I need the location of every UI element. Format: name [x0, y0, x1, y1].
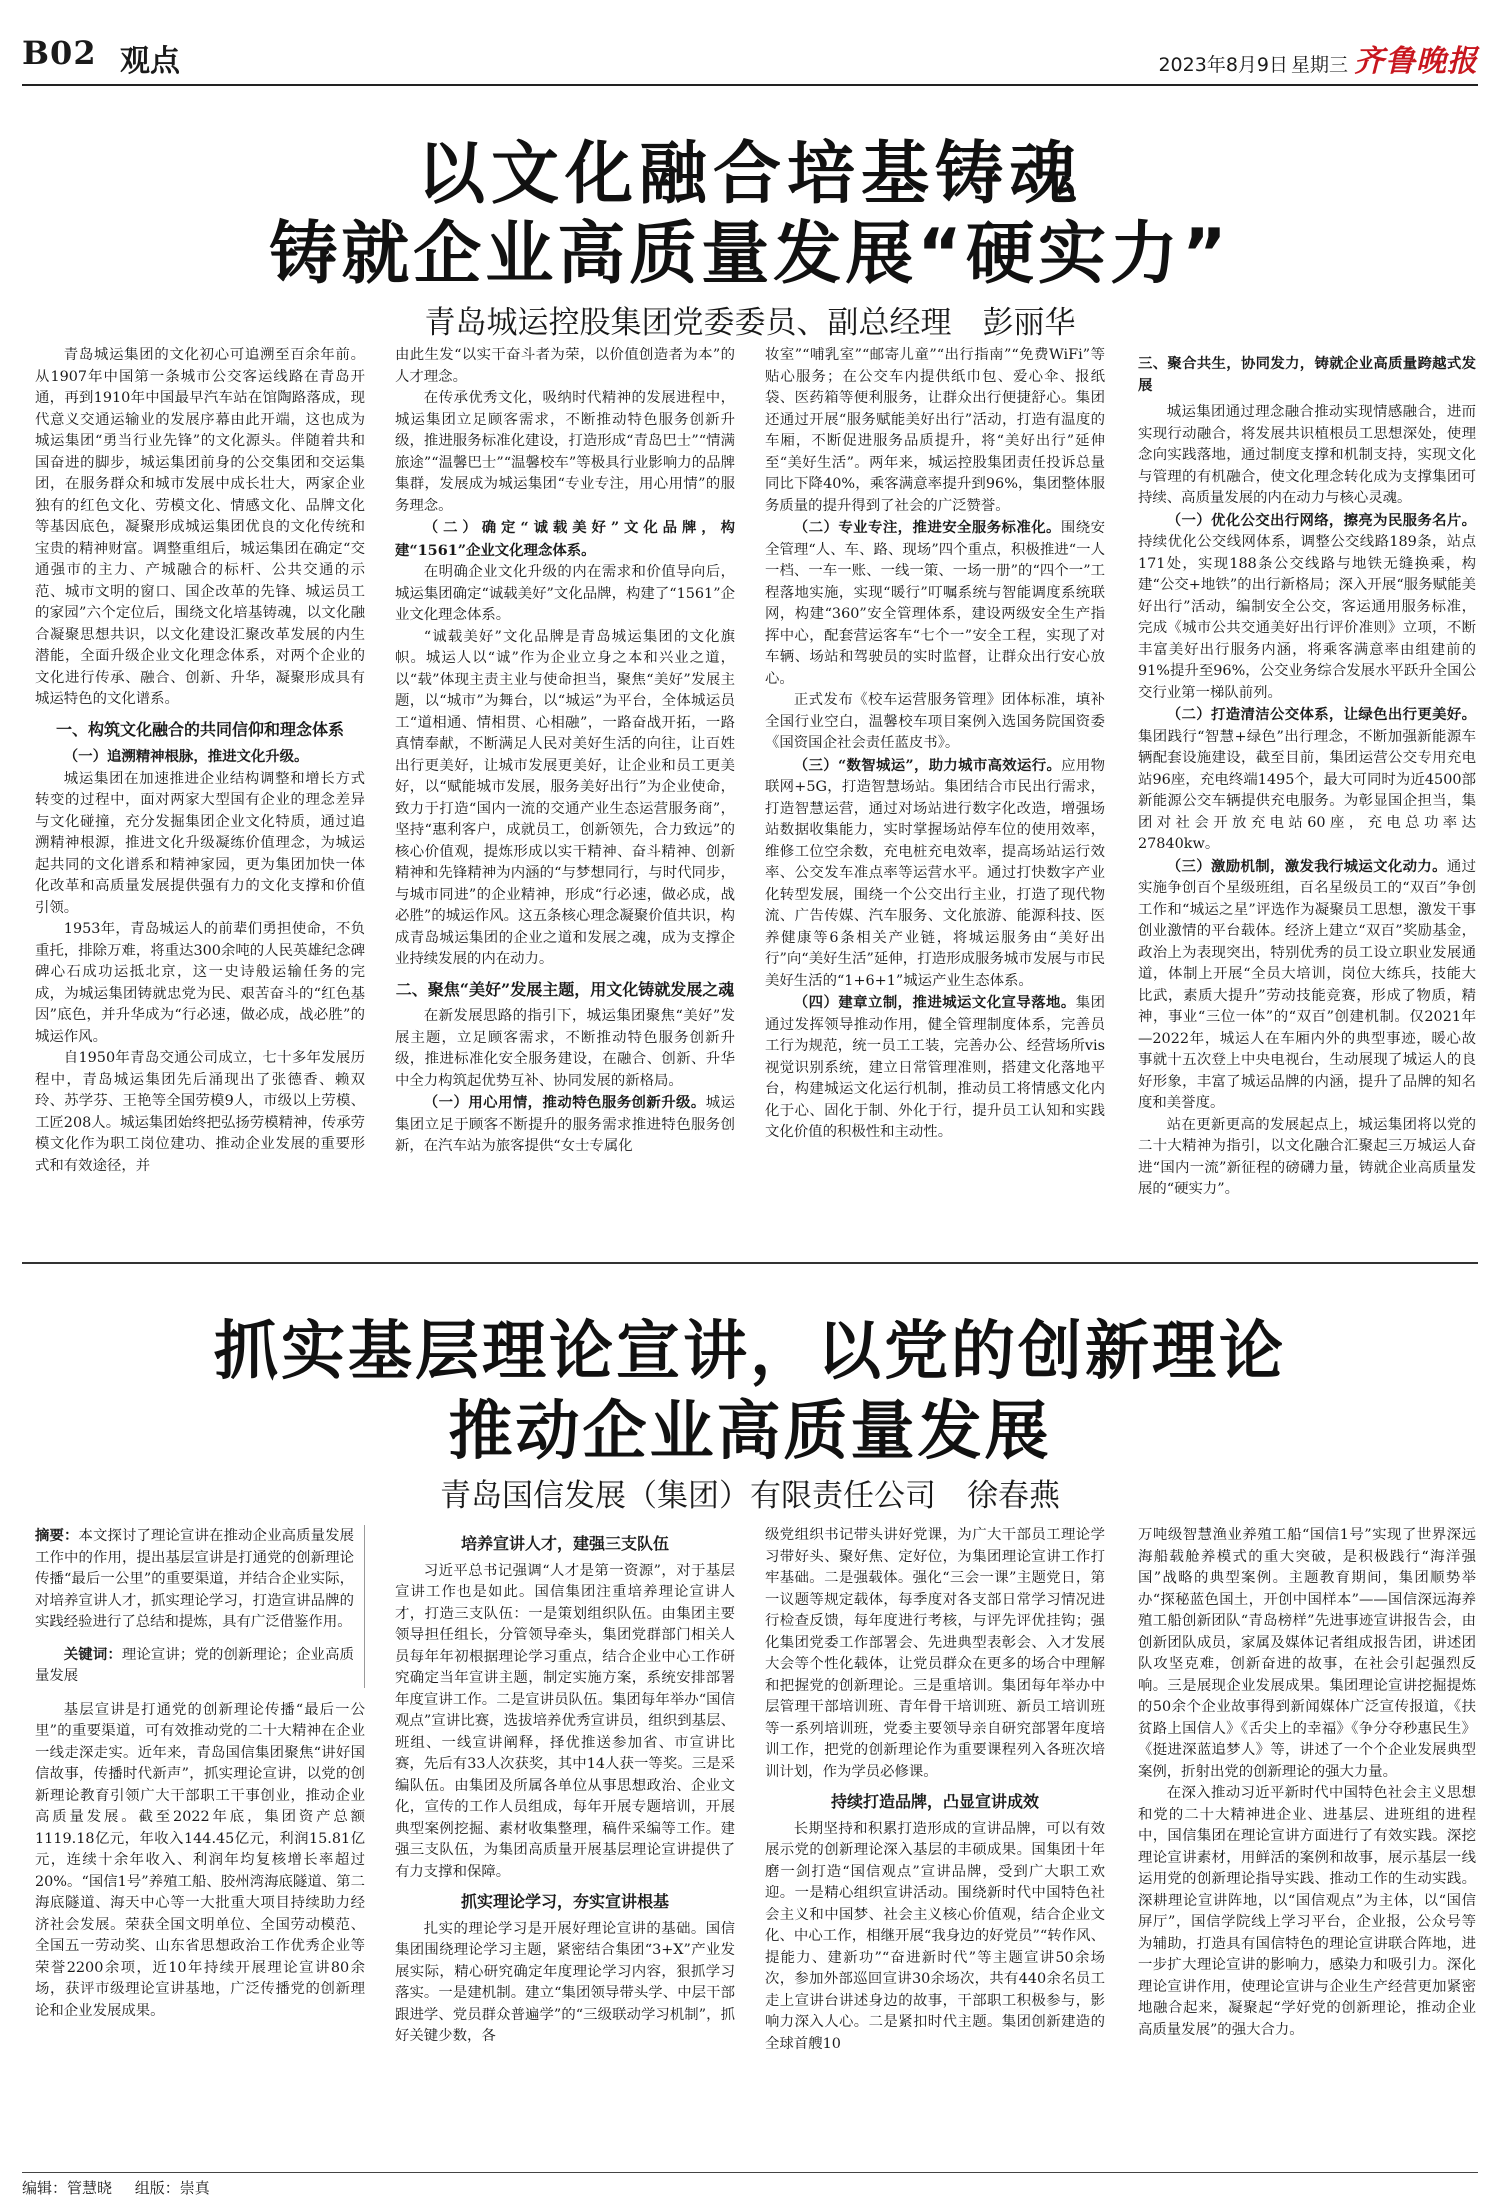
paragraph: 站在更新更高的发展起点上，城运集团将以党的二十大精神为指引，以文化融合汇聚起三万城运人奋进“国内一流”新征程的磅礴力量，铸就企业高质量发展的“硬实力”。 — [1138, 1116, 1476, 1197]
subheading: （二）打造清洁公交体系，让绿色出行更美好。 — [1166, 706, 1476, 723]
paragraph: 习近平总书记强调“人才是第一资源”，对于基层宣讲工作也是如此。国信集团注重培养理论宣讲人才，打造三支队伍：一是策划组织队伍。由集团主要领导担任组长，分管领导牵头，集团党群部门相关人员每年年初根据理论学习重点，结合企业中心工作研究确定当年宣讲主题，制定实施方案，系统安排部署年度宣讲工作。二是宣讲员队伍。集团每年举办“国信观点”宣讲比赛，选拔培养优秀宣讲员，组织到基层、班组、一线宣讲阐释，择优推送参加省、市宣讲比赛，先后有33人次获奖，其中14人获一等奖。三是采编队伍。由集团及所属各单位从事思想政治、企业文化，宣传的工作人员组成，每年开展专题培训，开展典型案例挖掘、素材收集整理，稿件采编等工作。建强三支队伍，为集团高质量开展基层理论宣讲提供了有力支撑和保障。 — [395, 1562, 735, 1880]
paragraph: 城运集团立足于顾客不断提升的服务需求推进特色服务创新，在汽车站为旅客提供“女士专属化 — [395, 1095, 735, 1154]
article2-column-2 — [395, 1525, 735, 2175]
paragraph: 妆室”“哺乳室”“邮寄儿童”“出行指南”“免费WiFi”等贴心服务；在公交车内提供纸巾包、爱心伞、报纸袋、医药箱等便利服务，让群众出行便捷舒心。集团还通过开展“服务赋能美好出行”活动，打造有温度的车厢，不断促进服务品质提升，将“美好出行”延伸至“美好生活”。两年来，城运控股集团责任投诉总量同比下降40%，乘客满意率提升到96%，集团整体服务质量的提升得到了社会的广泛赞誉。 — [765, 347, 1105, 514]
paragraph: 在深入推动习近平新时代中国特色社会主义思想和党的二十大精神进企业、进基层、进班组的进程中，国信集团在理论宣讲方面进行了有效实践。深挖理论宣讲素材，用鲜活的案例和故事，展示基层一线运用党的创新理论指导实践、推动工作的生动实践。深耕理论宣讲阵地，以“国信观点”为主体，以“国信屏厅”，国信学院线上学习平台，企业报，公众号等为辅助，打造具有国信特色的理论宣讲联合阵地，进一步扩大理论宣讲的影响力，感染力和吸引力。深化理论宣讲作用，使理论宣讲与企业生产经营更加紧密地融合起来，凝聚起“学好党的创新理论，推动企业高质量发展”的强大合力。 — [1138, 1785, 1476, 2038]
paragraph: 由此生发“以实干奋斗者为荣，以价值创造者为本”的人才理念。 — [395, 347, 735, 385]
abstract-box — [35, 1525, 365, 1688]
section-heading: 一、构筑文化融合的共同信仰和理念体系 — [55, 719, 344, 739]
newspaper-logo: 齐鲁晚报 — [1354, 44, 1478, 79]
paragraph: 集团通过发挥领导推动作用，健全管理制度体系，完善员工行为规范，统一员工工装，完善办公、经营场所vis视觉识别系统，建立日常管理准则，搭建文化落地平台，构建城运文化运行机制，推动员工将情感文化内化于心、固化于制、外化于行，提升员工认知和实践文化价值的积极性和主动性。 — [765, 995, 1105, 1140]
subheading: （二）确定“诚载美好”文化品牌，构建“1561”企业文化理念体系。 — [395, 519, 735, 559]
issue-date: 2023年8月9日 — [1158, 54, 1288, 76]
paragraph: 城运集团在加速推进企业结构调整和增长方式转变的过程中，面对两家大型国有企业的理念差异与文化碰撞，充分发掘集团企业文化特质，通过追溯精神根源，推进文化升级凝练价值理念，为城运起共同的文化谱系和精神家园，更为集团加快一体化改革和高质量发展提供强有力的文化支撑和价值引领。 — [35, 770, 365, 916]
abstract-text: 本文探讨了理论宣讲在推动企业高质量发展工作中的作用，提出基层宣讲是打通党的创新理论传播“最后一公里”的重要渠道，并结合企业实际，对培养宣讲人才，抓实理论学习，打造宣讲品牌的实践经验进行了总结和提炼，具有广泛借鉴作用。 — [35, 1528, 354, 1630]
subheading: （三）激励机制，激发我行城运文化动力。 — [1166, 857, 1447, 875]
issue-weekday: 星期三 — [1290, 54, 1348, 76]
subheading: （一）追溯精神根脉，推进文化升级。 — [63, 748, 309, 765]
article1-column-3 — [765, 345, 1105, 1245]
subheading: （二）专业专注，推进安全服务标准化。 — [793, 519, 1061, 536]
section-heading: 二、聚焦“美好”发展主题，用文化铸就发展之魂 — [395, 979, 735, 999]
article-divider — [22, 1262, 1478, 1264]
editor-credit: 编辑：管慧晓 — [22, 2179, 113, 2197]
paragraph: 应用物联网+5G，打造智慧场站。集团结合市民出行需求，打造智慧运营，通过对场站进行数字化改造，增强场站数据收集能力，实时掌握场站停车位的使用效率，维修工位空余数，充电桩充电效率，提高场站运行效率、公交发车准点率等运营水平。通过打快数字产业化转型发展，围绕一个公交出行主业，打造了现代物流、广告传媒、汽车服务、文化旅游、能源科技、医养健康等6条相关产业链，将城运服务由“美好出行”向“美好生活”延伸，打造形成服务城市发展与市民美好生活的“1+6+1”城运产业生态体系。 — [765, 757, 1105, 989]
article2-column-3 — [765, 1525, 1105, 2175]
paragraph: 正式发布《校车运营服务管理》团体标准，填补全国行业空白，温馨校车项目案例入选国务院国资委《国资国企社会责任蓝皮书》。 — [765, 692, 1105, 751]
paragraph: 在新发展思路的指引下，城运集团聚焦“美好”发展主题，立足顾客需求，不断推动特色服务创新升级，推进标准化安全服务建设，在融合、创新、升华中全力构筑起优势互补、协同发展的新格局。 — [395, 1008, 735, 1089]
article2-title-line2: 推动企业高质量发展 — [448, 1395, 1052, 1469]
article2-title-line1: 抓实基层理论宣讲，以党的创新理论 — [214, 1315, 1286, 1389]
paragraph: 通过实施争创百个星级班组，百名星级员工的“双百”争创工作和“城运之星”评选作为凝聚员工思想，激发干事创业激情的平台载体。经济上建立“双百”奖励基金，政治上为表现突出，特别优秀的员工设立职业发展通道，体制上开展“全员大培训，岗位大练兵，技能大比武，素质大提升”劳动技能竞赛，形成了物质，精神，事业“三位一体”的“双百”创建机制。仅2021年—2022年，城运人在车厢内外的典型事迹，暖心故事就十五次登上中央电视台，生动展现了城运人的良好形象，丰富了城运品牌的内涵，提升了品牌的知名度和美誉度。 — [1138, 858, 1476, 1111]
section-heading: 培养宣讲人才，建强三支队伍 — [460, 1534, 669, 1553]
paragraph: 自1950年青岛交通公司成立，七十多年发展历程中，青岛城运集团先后涌现出了张德香、赖双玲、苏学芬、王艳等全国劳模9人，市级以上劳模、工匠208人。城运集团始终把弘扬劳模精神，传承劳模文化作为职工岗位建功、推动企业发展的重要形式和有效途径，并 — [35, 1050, 365, 1174]
paragraph: 在明确企业文化升级的内在需求和价值导向后，城运集团确定“诚载美好”文化品牌，构建了“1561”企业文化理念体系。 — [395, 564, 735, 623]
article1-title-line1: 以文化融合培基铸魂 — [416, 135, 1083, 214]
subheading: （四）建章立制，推进城运文化宣导落地。 — [793, 994, 1076, 1011]
paragraph: 级党组织书记带头讲好党课，为广大干部员工理论学习带好头、聚好焦、定好位，为集团理论宣讲工作打牢基础。二是强载体。强化“三会一课”主题党日，第一议题等规定载体，每季度对各支部日常学习情况进行检查反馈，每年度进行考核，与评先评优挂钩；强化集团党委工作部署会、先进典型表彰会、入才发展大会等个性化载体，让党员群众在更多的场合中理解和把握党的创新理论。三是重培训。集团每年举办中层管理干部培训班、青年骨干培训班、新员工培训班等一系列培训班，党委主要领导亲自研究部署年度培训工作，把党的创新理论作为重要课程列入各班次培训计划，作为学员必修课。 — [765, 1527, 1105, 1780]
paragraph: “诚载美好”文化品牌是青岛城运集团的文化旗帜。城运人以“诚”作为企业立身之本和兴业之道，以“载”体现主责主业与使命担当，聚焦“美好”发展主题，以“城市”为舞台，以“城运”为平台，全体城运员工“道相通、情相贯、心相融”，一路奋战开拓，一路真情奉献，不断满足人民对美好生活的向往，让百姓出行更美好，让城市发展更美好，让企业和员工更美好，以“赋能城市发展，服务美好出行”为企业使命，致力于打造“国内一流的交通产业生态运营服务商”，坚持“惠利客户，成就员工，创新领先，合力致远”的核心价值观，提炼形成以实干精神、奋斗精神、创新精神和先锋精神为内涵的“与梦想同行，与时代同步，与城市同进”的企业精神，形成“行必速，做必成，战必胜”的城运作风。这五条核心理念凝聚价值共识，构成青岛城运集团的企业之道和发展之魂，成为支撑企业持续发展的内在动力。 — [395, 628, 735, 967]
article2-column-1 — [35, 1525, 365, 2175]
section-heading: 持续打造品牌，凸显宣讲成效 — [830, 1792, 1039, 1811]
abstract-label: 摘要： — [35, 1527, 79, 1544]
paragraph: 围绕安全管理“人、车、路、现场”四个重点，积极推进“一人一档、一车一账、一线一策、一场一册”的“四个一”工程落地实施，实现“暖行”叮嘱系统与智能调度系统联网，构建“360”安全管理体系，建设两级安全生产指挥中心，配套营运客车“七个一”安全工程，实现了对车辆、场站和驾驶员的实时监督，让群众出行安心放心。 — [765, 520, 1105, 687]
keywords-label: 关键词： — [63, 1645, 122, 1663]
layout-credit: 组版：崇真 — [134, 2179, 210, 2197]
article1-column-4 — [1138, 345, 1476, 1245]
article1-column-1 — [35, 345, 365, 1245]
page-header — [22, 30, 1478, 86]
subheading: （一）用心用情，推动特色服务创新升级。 — [423, 1094, 706, 1111]
paragraph: 在传承优秀文化，吸纳时代精神的发展进程中，城运集团立足顾客需求，不断推动特色服务创新升级，推进服务标准化建设，打造形成“青岛巴士”“情满旅途”“温馨巴士”“温馨校车”等极具行业影响力的品牌集群，发展成为城运集团“专业专注，用心用情”的服务理念。 — [395, 390, 735, 514]
section-heading: 抓实理论学习，夯实宣讲根基 — [460, 1892, 669, 1911]
subheading: （三）“数智城运”，助力城市高效运行。 — [793, 756, 1062, 774]
paragraph: 青岛城运集团的文化初心可追溯至百余年前。从1907年中国第一条城市公交客运线路在青岛开通，再到1910年中国最早汽车站在馆陶路落成，现代意义交通运输业的发展序幕由此开端，这也成为城运集团“勇当行业先锋”的文化源头。伴随着共和国奋进的脚步，城运集团前身的公交集团和交运集团，在服务群众和城市发展中成长壮大，两家企业独有的红色文化、劳模文化、情感文化、品牌文化等基因底色，凝聚形成城运集团优良的文化传统和宝贵的精神财富。调整重组后，城运集团在确定“交通强市的主力、产城融合的标杆、公共交通的示范、城市文明的窗口、国企改革的先锋、城运员工的家园”六个定位后，围绕文化培基铸魂，以文化融合凝聚思想共识，以文化建设汇聚改革发展的内生潜能，全面升级企业文化理念体系，对两个企业的文化进行传承、融合、创新、升华，凝聚形成具有城运特色的文化谱系。 — [35, 347, 365, 707]
paragraph: 城运集团通过理念融合推动实现情感融合，进而实现行动融合，将发展共识植根员工思想深处，使理念向实践落地，通过制度支撑和机制支持，实现文化与管理的有机融合，使文化理念转化成为支撑集团可持续、高质量发展的内在动力与核心灵魂。 — [1138, 404, 1476, 506]
section-heading: 三、聚合共生，协同发力，铸就企业高质量跨越式发展 — [1138, 355, 1476, 394]
paragraph: 扎实的理论学习是开展好理论宣讲的基础。国信集团围绕理论学习主题，紧密结合集团“3+X”产业发展实际，精心研究确定年度理论学习内容，狠抓学习落实。一是建机制。建立“集团领导带头学、中层干部跟进学、党员群众普遍学”的“三级联动学习机制”，抓好关键少数，各 — [395, 1920, 735, 2044]
keywords-text: 理论宣讲；党的创新理论；企业高质量发展 — [35, 1646, 354, 1684]
paragraph: 1953年，青岛城运人的前辈们勇担使命，不负重托，排除万难，将重达300余吨的人民英雄纪念碑碑心石成功运抵北京，这一史诗般运输任务的完成，为城运集团铸就忠党为民、艰苦奋斗的“红色基因”底色，并升华成为“行必速，做必成，战必胜”的城运作风。 — [35, 921, 365, 1045]
article1-column-2 — [395, 345, 735, 1245]
paragraph: 万吨级智慧渔业养殖工船“国信1号”实现了世界深远海船载舱养模式的重大突破，是积极践行“海洋强国”战略的典型案例。主题教育期间，集团顺势举办“探秘蓝色国土，开创中国样本”——国信深远海养殖工船创新团队“青岛榜样”先进事迹宣讲报告会，由创新团队成员，家属及媒体记者组成报告团，讲述团队攻坚克难，创新奋进的故事，在社会引起强烈反响。三是展现企业发展成果。集团理论宣讲挖掘提炼的50余个企业故事得到新闻媒体广泛宣传报道，《扶贫路上国信人》《舌尖上的幸福》《争分夺秒惠民生》《挺进深蓝追梦人》等，讲述了一个个企业发展典型案例，折射出党的创新理论的强大力量。 — [1138, 1527, 1476, 1780]
paragraph: 长期坚持和积累打造形成的宣讲品牌，可以有效展示党的创新理论深入基层的丰硕成果。国集团十年磨一剑打造“国信观点”宣讲品牌，受到广大职工欢迎。一是精心组织宣讲活动。围绕新时代中国特色社会主义和中国梦、社会主义核心价值观，结合企业文化、中心工作，相继开展“我身边的好党员”“转作风、提能力、建新功”“奋进新时代”等主题宣讲50余场次，参加外部巡回宣讲30余场次，共有440余名员工走上宣讲台讲述身边的故事，干部职工积极参与，影响力深入人心。二是紧扣时代主题。集团创新建造的全球首艘10 — [765, 1820, 1105, 2052]
paragraph: 基层宣讲是打通党的创新理论传播“最后一公里”的重要渠道，可有效推动党的二十大精神在企业一线走深走实。近年来，青岛国信集团聚焦“讲好国信故事，传播时代新声”，抓实理论宣讲，以党的创新理论教育引领广大干部职工干事创业，推动企业高质量发展。截至2022年底，集团资产总额1119.18亿元，年收入144.45亿元，利润15.81亿元，连续十余年收入、利润年均复核增长率超过20%。“国信1号”养殖工船、胶州湾海底隧道、第二海底隧道、海天中心等一大批重大项目持续助力经济社会发展。荣获全国文明单位、全国劳动模范、全国五一劳动奖、山东省思想政治工作优秀企业等荣誉2200余项，近10年持续开展理论宣讲80余场，获评市级理论宣讲基地，广泛传播党的创新理论和企业发展成果。 — [35, 1701, 365, 2019]
paragraph: 持续优化公交线网体系，调整公交线路189条，站点171处，实现188条公交线路与地铁无缝换乘，构建“公交+地铁”的出行新格局；深入开展“服务赋能美好出行”活动，编制安全公交，客运通用服务标准，完成《城市公共交通美好出行评价准则》立项，不断丰富美好出行服务内涵，将乘客满意率由组建前的91%提升至96%，公交业务综合发展水平跃升全国公交行业第一梯队前列。 — [1138, 534, 1476, 701]
page-number: B02 — [22, 34, 97, 72]
subheading: （一）优化公交出行网络，擦亮为民服务名片。 — [1166, 511, 1476, 529]
article2-byline: 青岛国信发展（集团）有限责任公司 徐春燕 — [440, 1478, 1060, 1514]
article1-byline: 青岛城运控股集团党委委员、副总经理 彭丽华 — [424, 305, 1076, 341]
page-footer — [22, 2172, 1478, 2198]
paragraph: 集团践行“智慧+绿色”出行理念，不断加强新能源车辆配套设施建设，截至目前，集团运营公交专用充电站96座，充电终端1495个，最大可同时为近4500部新能源公交车辆提供充电服务。为彰显国企担当，集团对社会开放充电站60座，充电总功率达27840kw。 — [1138, 728, 1476, 852]
section-name: 观点 — [120, 44, 180, 79]
article1-title-line2: 铸就企业高质量发展“硬实力” — [269, 215, 1231, 294]
article2-column-4 — [1138, 1525, 1476, 2175]
